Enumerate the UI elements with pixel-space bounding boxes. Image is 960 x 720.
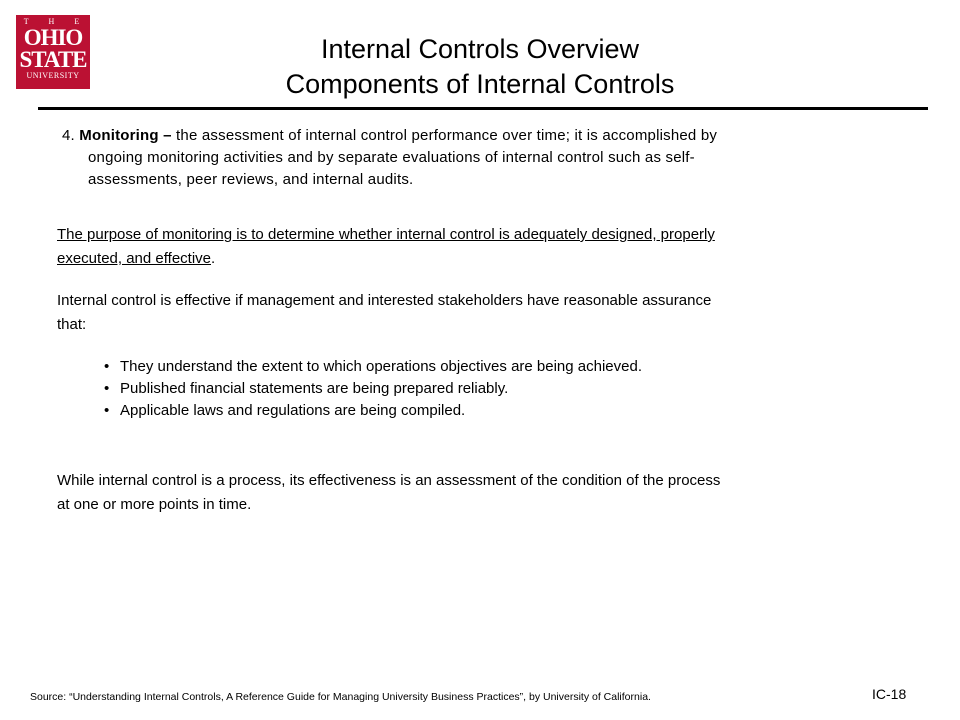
university-logo xyxy=(16,15,90,89)
purpose-paragraph xyxy=(57,223,897,271)
closing-line-1: While internal control is a process, its effectiveness is an assessment of the condition of the process xyxy=(57,472,721,489)
effective-line-2: that: xyxy=(57,316,87,333)
list-item-text: They understand the extent to which operations objectives are being achieved. xyxy=(120,358,642,375)
item-term: Monitoring – xyxy=(79,127,172,144)
list-item xyxy=(104,400,864,422)
bullet-icon: • xyxy=(104,402,110,419)
list-item xyxy=(104,356,864,378)
item-text-cont-1: ongoing monitoring activities and by separate evaluations of internal control such as self- xyxy=(88,149,695,166)
bullet-icon: • xyxy=(104,358,110,375)
effective-line-1: Internal control is effective if management and interested stakeholders have reasonable assurance xyxy=(57,292,712,309)
title-divider xyxy=(38,107,928,110)
list-item-text: Applicable laws and regulations are being compiled. xyxy=(120,402,466,419)
logo-line-state: STATE xyxy=(19,47,87,72)
assurance-list xyxy=(104,356,864,422)
bullet-icon: • xyxy=(104,380,110,397)
purpose-line-1: The purpose of monitoring is to determine whether internal control is adequately designed, properly xyxy=(57,226,715,243)
effectiveness-paragraph xyxy=(57,289,897,337)
purpose-line-2: executed, and effective xyxy=(57,250,211,267)
item-number: 4. xyxy=(62,127,75,144)
closing-line-2: at one or more points in time. xyxy=(57,496,252,513)
logo-line-the: T H E xyxy=(23,17,89,26)
list-item xyxy=(104,378,864,400)
item-text-first: the assessment of internal control performance over time; it is accomplished by xyxy=(171,127,718,144)
logo-line-university: UNIVERSITY xyxy=(26,71,80,80)
page-number: IC-18 xyxy=(872,686,907,702)
closing-paragraph xyxy=(57,469,897,517)
title-line-2: Components of Internal Controls xyxy=(285,69,675,99)
item-text-cont-2: assessments, peer reviews, and internal audits. xyxy=(88,171,414,188)
purpose-period: . xyxy=(211,250,216,267)
source-citation: Source: “Understanding Internal Controls, A Reference Guide for Managing University Business Practices”, by University of California. xyxy=(30,691,651,703)
slide-title xyxy=(180,32,780,102)
title-line-1: Internal Controls Overview xyxy=(320,34,640,64)
list-item-text: Published financial statements are being prepared reliably. xyxy=(120,380,509,397)
logo-line-ohio: OHIO xyxy=(23,25,83,50)
monitoring-definition xyxy=(62,125,862,191)
